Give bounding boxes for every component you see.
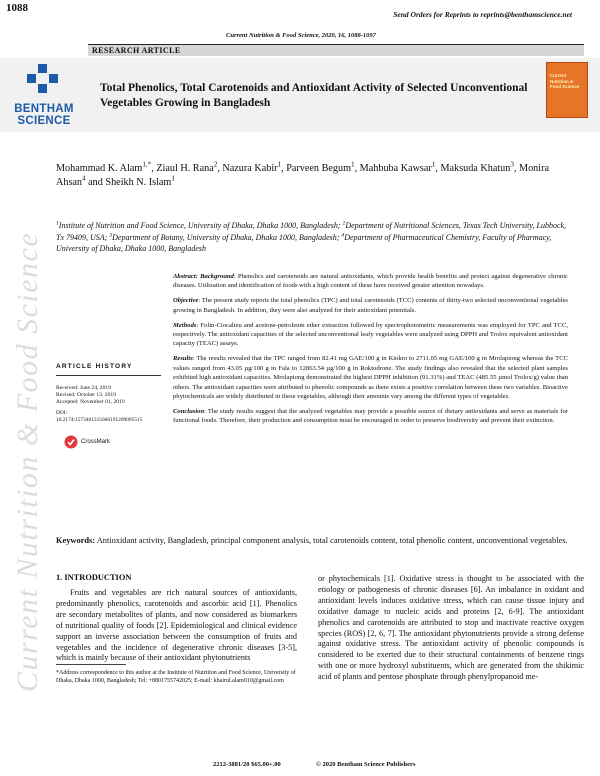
author: Parveen Begum$^1$ — [286, 160, 355, 174]
section-heading: 1. INTRODUCTION — [56, 573, 132, 582]
author-list: Mohammad K. Alam$^{1,*}$, Ziaul H. Rana$^2$, Nazura Kabir$^1$, Parveen Begum$^1$, Mahbuba Kawsar$^1$, Maksuda Khatun$^3$, Monira Ahsan$^4$ and Sheikh N. Islam$^1$ — [56, 160, 550, 188]
doi: DOI: 10.2174/1573401315666191209095515 — [56, 410, 143, 423]
copyright: © 2020 Bentham Science Publishers — [316, 761, 416, 768]
journal-citation: Current Nutrition & Food Science, 2020, 16, 1088-1097 — [226, 32, 376, 39]
affiliations: $^1$Institute of Nutrition and Food Science, University of Dhaka, Dhaka 1000, Bangladesh; $^2$Department of Nutritional Sciences, Texas Tech University, Lubbock, Tx 79409, USA; $^3$Department of Botany, University of Dhaka, Dhaka 1000, Bangladesh; $^4$Department of Pharmaceutical Chemistry, Faculty of Pharmacy, University of Dhaka, Dhaka 1000, Bangladesh — [56, 220, 567, 253]
author: Mahbuba Kawsar$^1$ — [359, 160, 436, 174]
intro-column-right: or phytochemicals [1]. Oxidative stress is thought to be associated with the etiology or pathogenesis of chronic diseases [6]. An imbalance in oxidant and antioxidant levels induces oxidative stress, which can cause tissue injury and oxidative damage to nucleic acids and proteins [2, 6-9]. The antioxidant phenolics and carotenoids are attributed to stop and inactivate reactive oxygen species (ROS) [2, 6, 7]. The antioxidant phytonutrients provide a strong defense against oxidative stress. The antioxidant activity of phenolic compounds is considered to be exerted due to their structural containments of benzene rings with one or more hydroxyl substituents, which are generated from the shikimic acid of plants and pentose phosphate through phenylpropanoid me- — [318, 574, 584, 682]
journal-watermark: Current Nutrition & Food Science — [11, 231, 44, 692]
abstract-objective: Objective: The present study reports the total phenolics (TPC) and total carotenoids (TCC) contents of thirty-two selected unconventional vegetables growing in Bangladesh. In addition, they were also analyzed for their antioxidant potentials. — [173, 297, 568, 314]
keywords: Keywords: Antioxidant activity, Bangladesh, principal component analysis, total carotenoids content, total phenolic content, unconventional vegetables. — [56, 536, 568, 545]
abstract-background: Abstract: Background: Phenolics and carotenoids are natural antioxidants, which provide health benefits and protect against degenerative chronic diseases. Utilization and identification of foods with a high content of these have received greater attention nowadays. — [173, 273, 568, 290]
article-history-dates: Received: June 24, 2019 Revised: October 13, 2019 Accepted: November 01, 2019 — [56, 385, 125, 406]
article-history-heading: ARTICLE HISTORY — [56, 363, 133, 370]
abstract-conclusion: Conclusion: The study results suggest that the analyzed vegetables may provide a possible source of dietary antioxidants and serve as materials for functional foods. Therefore, their production and consumption must be encouraged in order to preserve biodiversity and prevent their extinction. — [173, 407, 568, 425]
issn-price: 2212-3881/20 $65.00+.00 — [213, 761, 281, 768]
abstract-methods: Methods: Folin-Ciocalteu and acetone-petroleum ether extraction followed by spectrophotometric measurements was employed for TPC and TCC, respectively. The antioxidant capacities of the selected unconventional leafy vegetables were analyzed using DPPH and Trolox equivalent antioxidant capacity (TEAC) assays. — [173, 321, 568, 348]
author: Sheikh N. Islam$^1$ — [105, 174, 175, 188]
author: Monira Ahsan$^4$ — [56, 163, 550, 188]
bentham-science-wordmark: BENTHAM SCIENCE — [14, 103, 74, 127]
footnote-rule — [56, 664, 126, 665]
article-history-rule — [56, 375, 161, 376]
author: Mohammad K. Alam$^{1,*}$ — [56, 160, 152, 174]
page-number: 1088 — [6, 2, 28, 14]
author: Maksuda Khatun$^3$ — [440, 160, 514, 174]
crossmark-badge[interactable]: CrossMark — [64, 435, 110, 449]
doi-link[interactable]: 10.2174/1573401315666191209095515 — [56, 417, 143, 423]
author: Nazura Kabir$^1$ — [222, 160, 282, 174]
crossmark-icon — [64, 435, 78, 449]
correspondence-footnote: *Address correspondence to this author at the Institute of Nutrition and Food Science, University of Dhaka, Dhaka 1000, Bangladesh; Tel: +8801755742025; E-mail: khairul.alam010@gmail.com — [56, 670, 296, 684]
author: Ziaul H. Rana$^2$ — [156, 160, 218, 174]
journal-cover-thumbnail: Current Nutrition & Food Science — [546, 62, 588, 118]
reprint-notice: Send Orders for Reprints to reprints@benthamscience.net — [393, 10, 572, 19]
abstract — [173, 272, 568, 431]
intro-column-left: Fruits and vegetables are rich natural sources of antioxidants, predominantly phenolics, carotenoids and ascorbic acid [1]. Phenolics are secondary metabolites of plants, and now considered as biomarkers of nutritional quality of foods [2]. Epidemiological and clinical evidence support an inverse association between the consumption of fruits and vegetables and the incidence of degenerative chronic diseases [3-5], which is mainly because of their antioxidant phytonutrients — [56, 588, 297, 663]
article-title: Total Phenolics, Total Carotenoids and Antioxidant Activity of Selected Unconventional Vegetables Growing in Bangladesh — [100, 82, 528, 109]
article-type-bar: RESEARCH ARTICLE — [88, 45, 584, 56]
abstract-results: Results: The results revealed that the TPC ranged from 82.41 mg GAE/100 g in Kiokro to 2711.05 mg GAE/100 g in Mrolapiong whereas the TCC values ranged from 43.05 µg/100 g in Fala to 12863.54 µg/100 g in Roktodrone. The study findings also revealed that the selected plant samples exhibited high antioxidant capacities. Mrolapiong demonstrated the highest DPPH inhibition (91.31%) and TEAC (485.55 µmol Trolox/g) value than others. The antioxidant capacities were attributed to phenolic compounds as there exists a positive correlation between these two variables. Bioactive phytochemicals are widely distributed in these vegetables, although their amounts vary among the different types of vegetables. — [173, 355, 568, 400]
